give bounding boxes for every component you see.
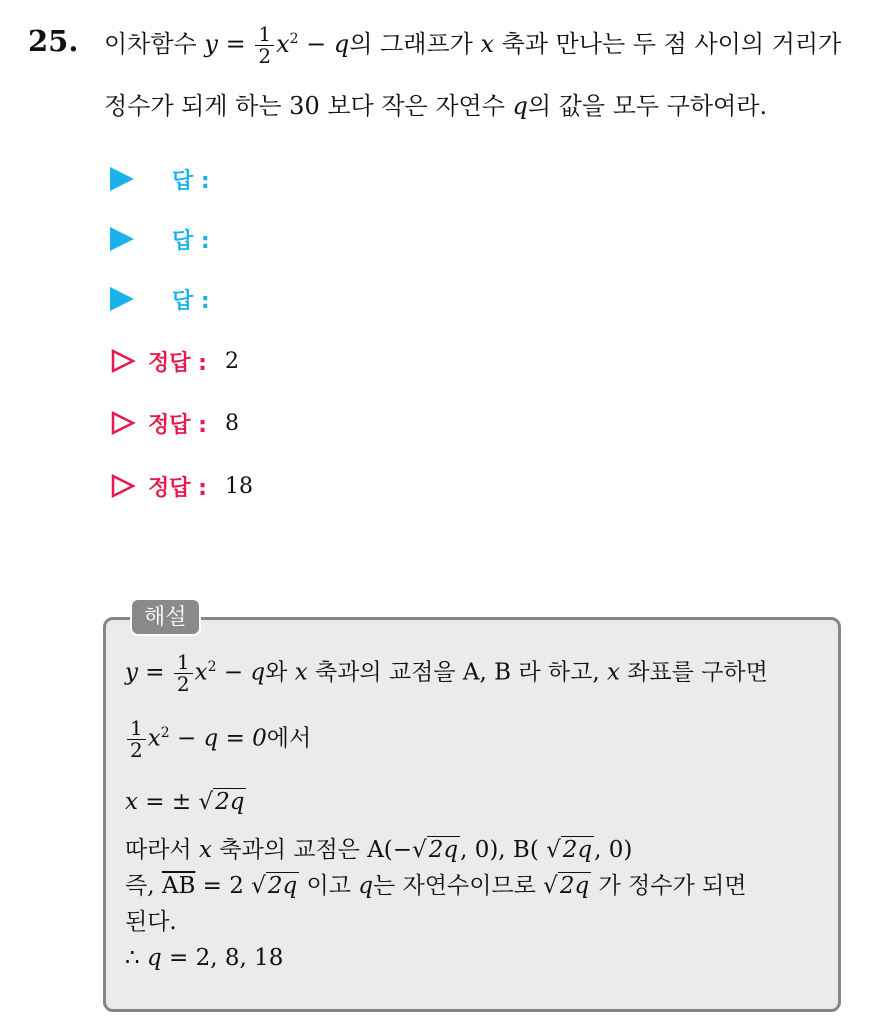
fraction-denominator: 2: [176, 672, 190, 696]
outline-triangle-icon: [110, 410, 136, 436]
sqrt-expression: √2q: [546, 837, 593, 863]
radicand: 2q: [215, 789, 245, 815]
variable-x: x: [480, 30, 495, 58]
sqrt-expression: √2q: [412, 837, 459, 863]
therefore-symbol: ∴: [125, 945, 140, 971]
variable-q: q: [512, 92, 528, 120]
correct-answer-value: 18: [224, 473, 253, 499]
variable-x: x: [276, 30, 290, 58]
solution-text: 축과의 교점은 A(−: [219, 837, 413, 863]
exponent: 2: [160, 724, 170, 741]
minus-q: − q: [223, 659, 266, 686]
radicand: 2q: [428, 837, 459, 863]
solution-tag: 해설: [130, 598, 201, 636]
answer-label: 답 :: [172, 288, 210, 314]
minus-q: − q: [306, 30, 350, 58]
fraction-denominator: 2: [130, 738, 143, 762]
equation-lhs: y =: [125, 659, 165, 686]
question-text: 정수가 되게 하는 30 보다 작은 자연수: [104, 92, 505, 120]
equation-lhs: y =: [204, 30, 246, 58]
correct-answer-label: 정답 :: [148, 475, 207, 501]
correct-answer-label: 정답 :: [148, 350, 207, 376]
question-line-2: [104, 86, 767, 121]
fraction-numerator: 1: [174, 652, 193, 674]
equation-rest: − q = 0: [176, 725, 267, 752]
fraction-numerator: 1: [127, 718, 146, 740]
correct-answer-row: [110, 408, 239, 438]
correct-answer-value: 8: [224, 410, 239, 436]
answer-row[interactable]: [110, 284, 210, 314]
fraction-denominator: 2: [258, 44, 272, 68]
play-triangle-icon: [110, 167, 134, 191]
question-text: 이차함수: [104, 30, 197, 58]
solution-text: 와: [265, 659, 288, 686]
outline-triangle-icon: [110, 473, 136, 499]
solution-line-6: [125, 903, 177, 936]
variable-x: x: [147, 725, 161, 752]
solution-text: 즉,: [125, 873, 155, 899]
play-triangle-icon: [110, 227, 134, 251]
solution-line-1: [125, 652, 768, 695]
question-text: 의 그래프가: [349, 30, 473, 58]
variable-q: q: [358, 873, 374, 899]
answer-label: 답 :: [172, 168, 210, 194]
answer-row[interactable]: [110, 224, 210, 254]
radicand: 2q: [559, 873, 590, 899]
exponent: 2: [207, 658, 217, 675]
solution-line-5: [125, 867, 746, 900]
solution-text: 이고: [306, 873, 351, 899]
question-text: 축과 만나는 두 점 사이의 거리가: [501, 30, 842, 58]
segment-ab: $\overline{AB}$: [161, 873, 196, 899]
outline-triangle-icon: [110, 348, 136, 374]
sqrt-expression: √2q: [251, 873, 298, 899]
fraction-half: [127, 718, 146, 761]
solution-line-7: [125, 945, 283, 971]
solution-text: 축과의 교점을 A, B 라 하고,: [314, 659, 600, 686]
question-text: 의 값을 모두 구하여라.: [527, 92, 768, 120]
solution-text: = 2: [202, 873, 244, 899]
answer-row[interactable]: [110, 164, 210, 194]
question-number: 25.: [28, 24, 79, 58]
solution-text: , 0): [594, 837, 633, 863]
solution-text: 에서: [266, 725, 312, 752]
variable-x: x: [294, 659, 308, 686]
fraction-half: [174, 652, 193, 695]
solution-line-4: [125, 831, 632, 864]
radicand: 2q: [562, 837, 593, 863]
solution-text: 는 자연수이므로: [373, 873, 536, 899]
correct-answer-label: 정답 :: [148, 412, 207, 438]
fraction-numerator: 1: [255, 24, 274, 46]
sqrt-expression: √2q: [198, 789, 245, 815]
solution-text: = 2, 8, 18: [169, 945, 284, 971]
solution-text: , 0), B(: [460, 837, 539, 863]
variable-x: x: [198, 837, 212, 863]
solution-text: 가 정수가 되면: [598, 873, 747, 899]
solution-text: 좌표를 구하면: [627, 659, 768, 686]
correct-answer-row: [110, 346, 239, 376]
play-triangle-icon: [110, 287, 134, 311]
variable-q: q: [146, 945, 162, 971]
variable-x: x: [606, 659, 620, 686]
solution-text: 따라서: [125, 837, 192, 863]
solution-line-3: [125, 789, 246, 815]
exponent: 2: [289, 31, 299, 47]
sqrt-expression: √2q: [543, 873, 590, 899]
solution-line-2: [125, 718, 311, 761]
correct-answer-row: [110, 471, 253, 501]
variable-x: x: [194, 659, 208, 686]
solution-text: 된다.: [125, 909, 177, 935]
correct-answer-value: 2: [224, 348, 239, 374]
answer-label: 답 :: [172, 228, 210, 254]
radicand: 2q: [267, 873, 298, 899]
equation-lhs: x = ±: [125, 789, 192, 815]
fraction-half: [255, 24, 274, 67]
question-line-1: [104, 24, 841, 74]
